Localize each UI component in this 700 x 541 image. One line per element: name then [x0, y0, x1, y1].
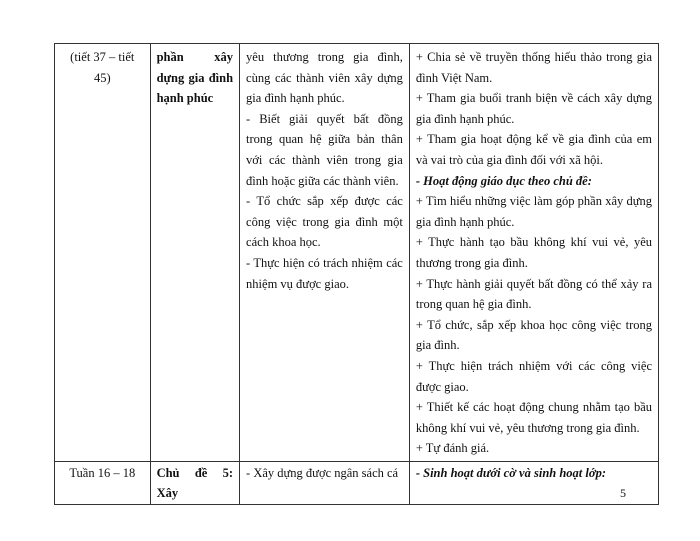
objective-item: - Thực hiện có trách nhiệm các nhiệm vụ được giao.: [246, 255, 403, 291]
activity-item: + Thực hiện trách nhiệm với các công việc được giao.: [415, 358, 652, 394]
objective-item: - Biết giải quyết bất đồng trong quan hệ giữa bản thân với các thành viên trong gia đình hoặc giữa các thành viên.: [246, 111, 403, 188]
objectives-cell: [240, 44, 410, 462]
topic-cell: Chủ đề 5: Xây: [150, 461, 239, 504]
objective-item: - Tổ chức sắp xếp được các công việc trong gia đình một cách khoa học.: [246, 194, 403, 250]
activities-cell: [409, 44, 658, 462]
objective-item: - Xây dựng được ngân sách cá: [246, 465, 399, 480]
objectives-cell: [240, 461, 410, 504]
period-cell: (tiết 37 – tiết 45): [55, 44, 151, 462]
period-cell: Tuần 16 – 18: [55, 461, 151, 504]
activity-item: + Thiết kế các hoạt động chung nhằm tạo bầu không khí vui vẻ, yêu thương trong gia đình.: [415, 400, 652, 435]
page-number: 5: [620, 486, 626, 500]
topic-cell: phần xây dựng gia đình hạnh phúc: [150, 44, 239, 462]
activity-item: + Tham gia hoạt động kể về gia đình của em và vai trò của gia đình đối với xã hội.: [415, 132, 652, 167]
plan-table: [54, 43, 659, 505]
activity-heading: - Sinh hoạt dưới cờ và sinh hoạt lớp:: [415, 465, 606, 480]
table-row: [55, 461, 659, 504]
activity-item: + Chia sẻ về truyền thống hiếu thảo trong gia đình Việt Nam.: [415, 50, 652, 85]
activity-item: + Thực hành giải quyết bất đồng có thể xảy ra trong quan hệ gia đình.: [415, 276, 652, 312]
objective-item: yêu thương trong gia đình, cùng các thành viên xây dựng gia đình hạnh phúc.: [246, 50, 403, 106]
table-row: [55, 44, 659, 462]
activity-item: + Thực hành tạo bầu không khí vui vẻ, yêu thương trong gia đình.: [415, 235, 652, 270]
activity-heading: - Hoạt động giáo dục theo chủ đề:: [415, 173, 592, 188]
activity-item: + Tham gia buổi tranh biện về cách xây dựng gia đình hạnh phúc.: [415, 91, 652, 126]
activity-item: + Tự đánh giá.: [415, 441, 490, 456]
activity-item: + Tổ chức, sắp xếp khoa học công việc trong gia đình.: [415, 317, 652, 353]
activity-item: + Tìm hiểu những việc làm góp phần xây dựng gia đình hạnh phúc.: [415, 194, 652, 229]
